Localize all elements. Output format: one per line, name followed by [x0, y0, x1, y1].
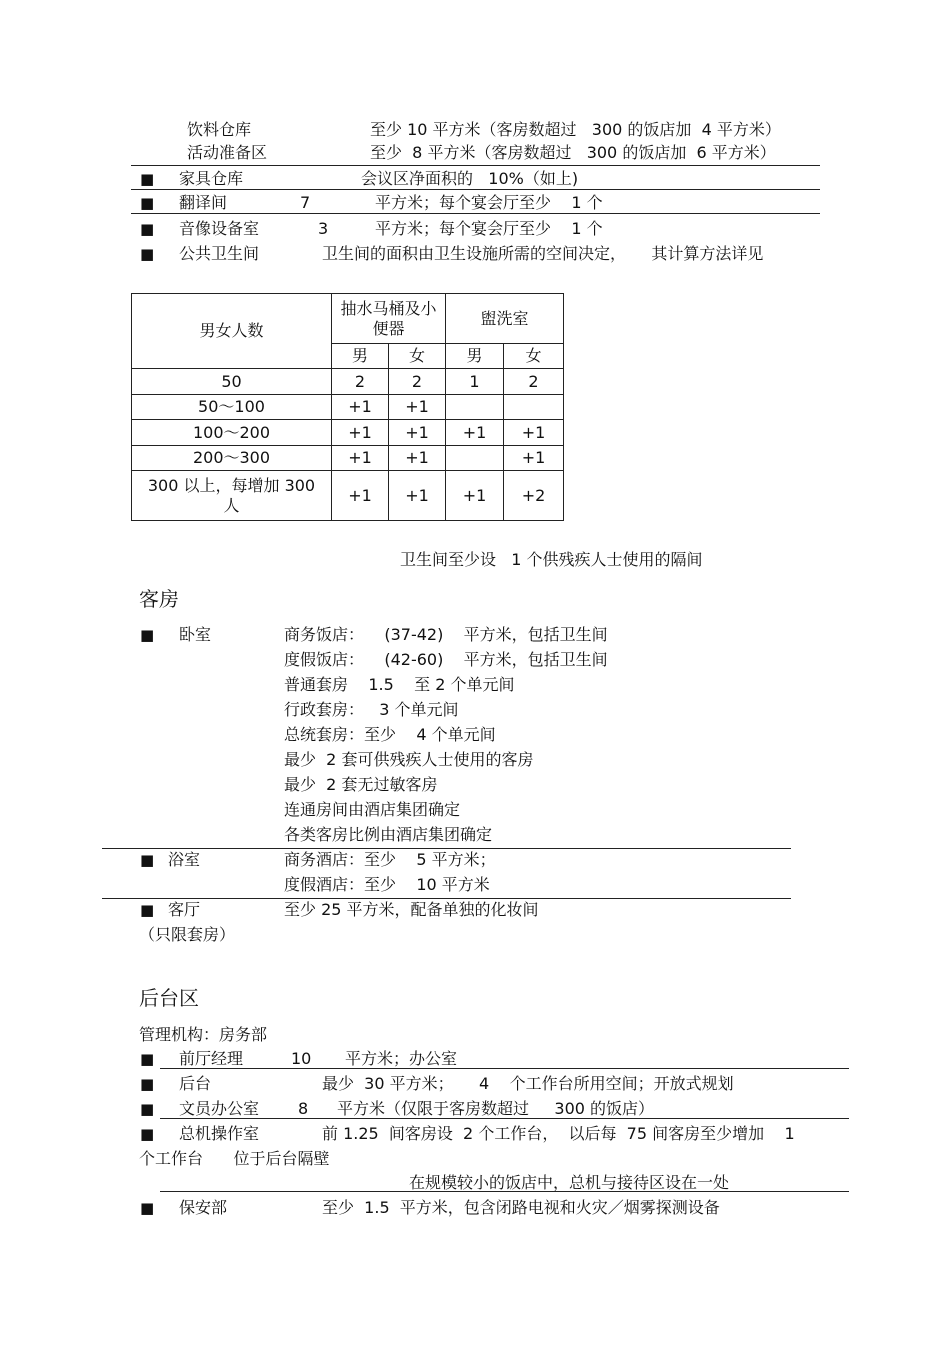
bedroom-label: 卧室 — [179, 625, 212, 644]
bullet-icon: ■ — [140, 901, 155, 919]
bullet-icon: ■ — [140, 194, 155, 212]
bullet-icon: ■ — [140, 626, 155, 644]
bullet-icon: ■ — [140, 1100, 155, 1118]
cell-wc-female: +1 — [389, 395, 446, 420]
cell-wash-female: +1 — [504, 446, 564, 471]
divider — [131, 189, 820, 190]
bedroom-line: 连通房间由酒店集团确定 — [284, 800, 461, 819]
divider — [102, 848, 791, 849]
bullet-icon: ■ — [140, 1075, 155, 1093]
bath-line: 商务酒店：至少 5 平方米； — [284, 850, 496, 869]
table-row — [132, 369, 564, 395]
cell-wc-female: +1 — [389, 420, 446, 446]
bedroom-line: 普通套房 1.5 至 2 个单元间 — [284, 675, 515, 694]
cell-wash-male: 1 — [446, 369, 504, 395]
divider — [131, 213, 820, 214]
front-office-num: 10 — [291, 1049, 312, 1068]
divider — [160, 1118, 849, 1119]
header-people: 男女人数 — [132, 294, 332, 369]
cell-people: 50～100 — [132, 395, 332, 420]
living-label: 客厅 — [168, 900, 201, 919]
bedroom-line: 度假饭店： (42-60) 平方米，包括卫生间 — [284, 650, 608, 669]
header-wc: 抽水马桶及小便器 — [332, 294, 446, 344]
clerk-office-label: 文员办公室 — [179, 1099, 260, 1118]
bullet-icon: ■ — [140, 1125, 155, 1143]
cell-people: 50 — [132, 369, 332, 395]
header-wash: 盥洗室 — [446, 294, 564, 344]
divider — [160, 1191, 849, 1192]
row-public-toilet-label: 公共卫生间 — [179, 244, 260, 263]
front-office-text: 平方米；办公室 — [345, 1049, 458, 1068]
clerk-office-num: 8 — [298, 1099, 309, 1118]
living-note: （只限套房） — [139, 925, 236, 944]
cell-wc-female: 2 — [389, 369, 446, 395]
toilet-table — [131, 293, 564, 521]
switchboard-note: 在规模较小的饭店中，总机与接待区设在一处 — [409, 1173, 730, 1192]
guestroom-heading: 客房 — [139, 587, 179, 611]
row-beverage-label: 饮料仓库 — [187, 120, 252, 139]
header-male: 男 — [332, 344, 389, 369]
bullet-icon: ■ — [140, 1050, 155, 1068]
security-label: 保安部 — [179, 1198, 228, 1217]
header-female: 女 — [389, 344, 446, 369]
bedroom-line: 各类客房比例由酒店集团确定 — [284, 825, 493, 844]
cell-wc-male: +1 — [332, 446, 389, 471]
table-row — [132, 395, 564, 420]
cell-wc-male: +1 — [332, 395, 389, 420]
row-public-toilet-text: 卫生间的面积由卫生设施所需的空间决定， 其计算方法详见 — [322, 244, 764, 263]
living-text: 至少 25 平方米，配备单独的化妆间 — [284, 900, 539, 919]
cell-wc-female: +1 — [389, 446, 446, 471]
toilet-note: 卫生间至少设 1 个供残疾人士使用的隔间 — [400, 550, 703, 569]
row-event-prep-text: 至少 8 平方米（客房数超过 300 的饭店加 6 平方米） — [370, 143, 776, 162]
security-text: 至少 1.5 平方米，包含闭路电视和火灾／烟雾探测设备 — [322, 1198, 720, 1217]
cell-wash-male: +1 — [446, 471, 504, 521]
cell-wc-female: +1 — [389, 471, 446, 521]
bullet-icon: ■ — [140, 245, 155, 263]
row-av-num: 3 — [318, 219, 329, 238]
cell-wash-male — [446, 446, 504, 471]
row-translation-text: 平方米；每个宴会厅至少 1 个 — [375, 193, 603, 212]
divider — [131, 165, 820, 166]
switchboard-continuation: 个工作台 位于后台隔壁 — [139, 1149, 330, 1168]
cell-wash-male — [446, 395, 504, 420]
cell-wash-female: +1 — [504, 420, 564, 446]
bath-label: 浴室 — [168, 850, 201, 869]
table-row — [132, 471, 564, 521]
management-line: 管理机构：房务部 — [139, 1025, 268, 1044]
switchboard-label: 总机操作室 — [179, 1124, 260, 1143]
divider — [102, 898, 791, 899]
row-beverage-text: 至少 10 平方米（客房数超过 300 的饭店加 4 平方米） — [370, 120, 781, 139]
cell-people: 100～200 — [132, 420, 332, 446]
bullet-icon: ■ — [140, 170, 155, 188]
bullet-icon: ■ — [140, 1199, 155, 1217]
bedroom-line: 最少 2 套无过敏客房 — [284, 775, 438, 794]
cell-wash-female: +2 — [504, 471, 564, 521]
cell-wc-male: 2 — [332, 369, 389, 395]
clerk-office-text: 平方米（仅限于客房数超过 300 的饭店） — [337, 1099, 655, 1118]
bedroom-line: 总统套房：至少 4 个单元间 — [284, 725, 496, 744]
front-office-label: 前厅经理 — [179, 1049, 244, 1068]
row-translation-label: 翻译间 — [179, 193, 228, 212]
bedroom-line: 最少 2 套可供残疾人士使用的客房 — [284, 750, 534, 769]
bedroom-line: 行政套房： 3 个单元间 — [284, 700, 459, 719]
cell-people: 300 以上，每增加 300 人 — [132, 471, 332, 521]
bath-line: 度假酒店：至少 10 平方米 — [284, 875, 490, 894]
cell-wash-male: +1 — [446, 420, 504, 446]
row-event-prep-label: 活动准备区 — [187, 143, 268, 162]
bullet-icon: ■ — [140, 220, 155, 238]
row-av-text: 平方米；每个宴会厅至少 1 个 — [375, 219, 603, 238]
row-furniture-text: 会议区净面积的 10%（如上) — [361, 169, 579, 188]
header-male: 男 — [446, 344, 504, 369]
header-female: 女 — [504, 344, 564, 369]
divider — [160, 1068, 849, 1069]
table-row — [132, 446, 564, 471]
cell-wash-female: 2 — [504, 369, 564, 395]
row-av-label: 音像设备室 — [179, 219, 260, 238]
cell-people: 200～300 — [132, 446, 332, 471]
backoffice-heading: 后台区 — [139, 986, 199, 1010]
cell-wc-male: +1 — [332, 420, 389, 446]
switchboard-text: 前 1.25 间客房设 2 个工作台， 以后每 75 间客房至少增加 1 — [322, 1124, 795, 1143]
back-office-text: 最少 30 平方米； 4 个工作台所用空间；开放式规划 — [322, 1074, 734, 1093]
back-office-label: 后台 — [179, 1074, 212, 1093]
row-translation-num: 7 — [300, 193, 311, 212]
table-row — [132, 420, 564, 446]
cell-wash-female — [504, 395, 564, 420]
row-furniture-label: 家具仓库 — [179, 169, 244, 188]
bedroom-line: 商务饭店： (37-42) 平方米，包括卫生间 — [284, 625, 608, 644]
bullet-icon: ■ — [140, 851, 155, 869]
cell-wc-male: +1 — [332, 471, 389, 521]
